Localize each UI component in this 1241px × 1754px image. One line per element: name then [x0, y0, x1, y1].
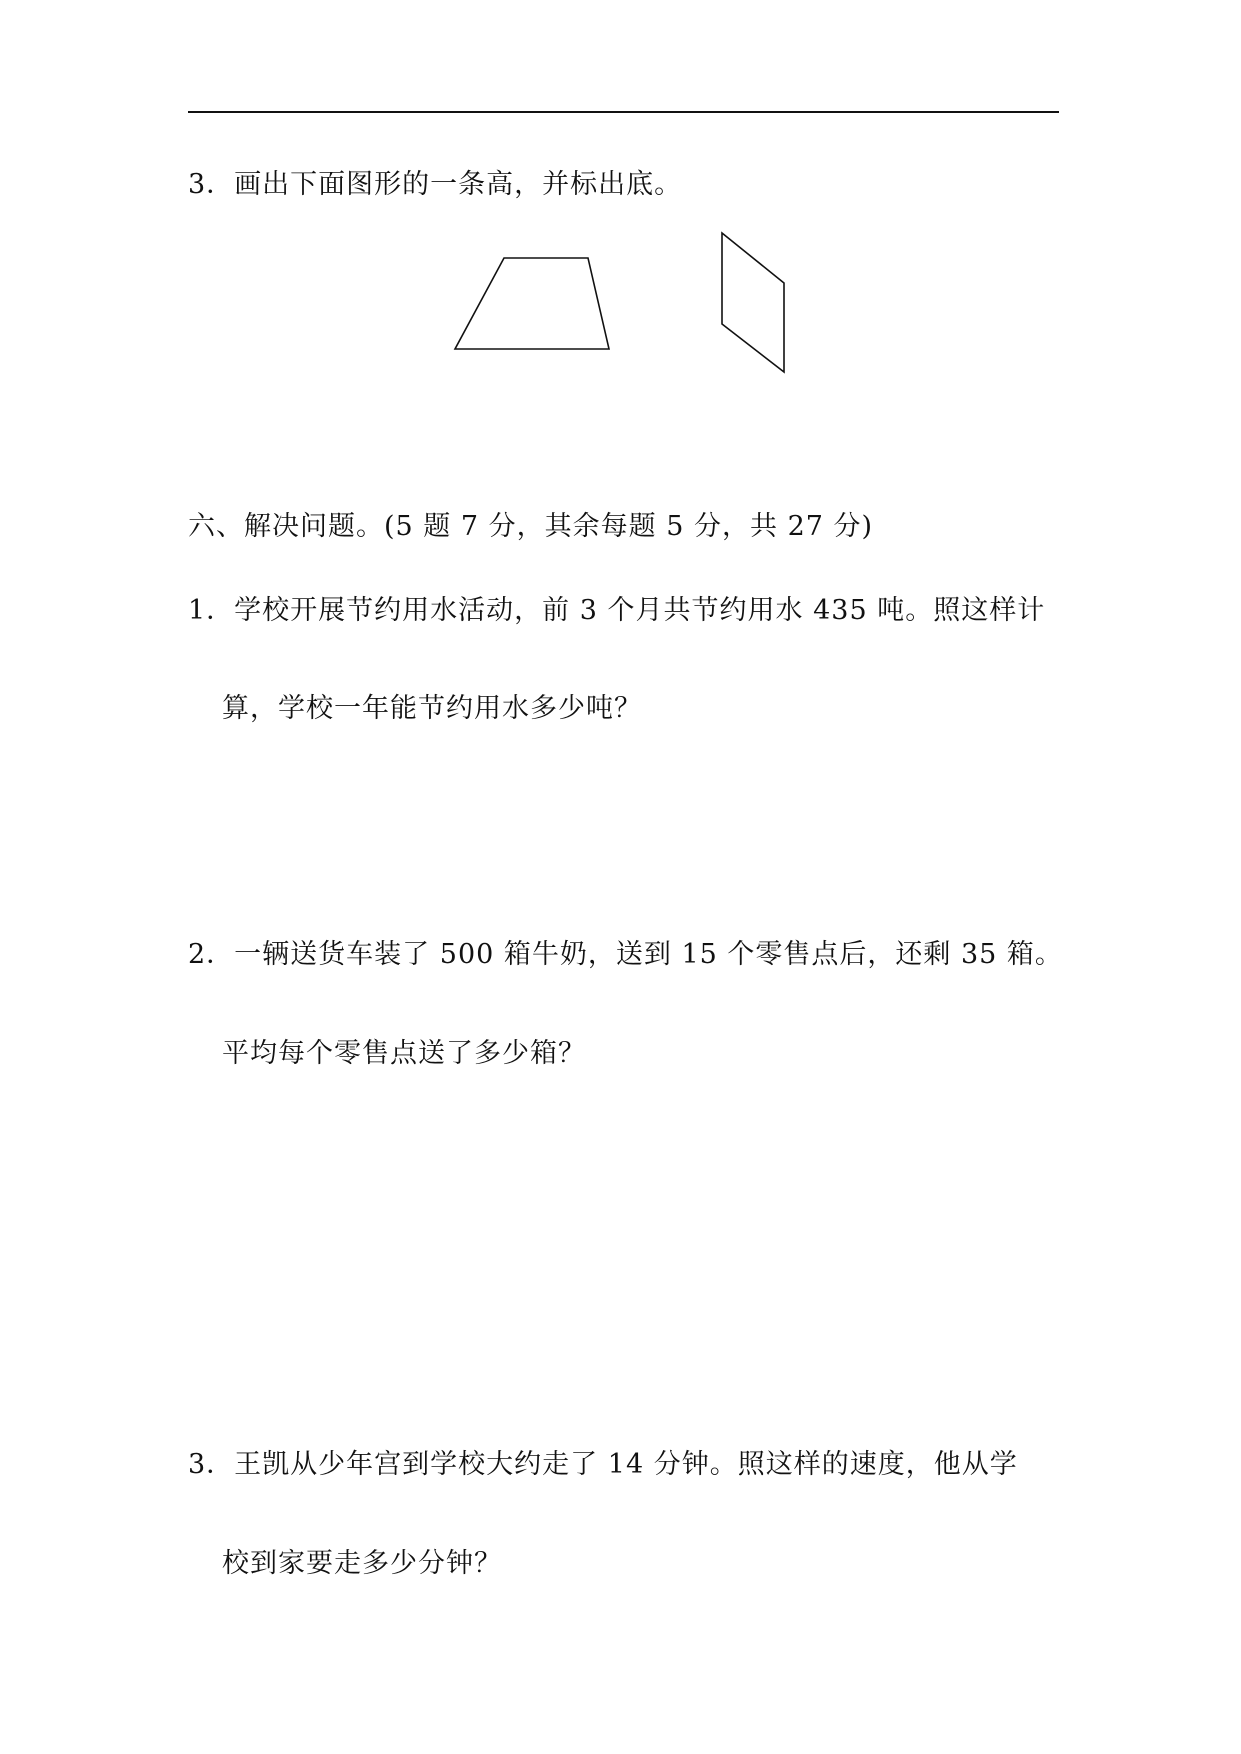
parallelogram-figure	[722, 233, 784, 372]
problem-1-line-2: 算，学校一年能节约用水多少吨？	[222, 693, 642, 724]
problem-3-line-2: 校到家要走多少分钟？	[222, 1548, 502, 1579]
trapezoid-figure	[455, 258, 609, 349]
section-6-heading: 六、解决问题。(5 题 7 分，其余每题 5 分，共 27 分)	[188, 511, 874, 542]
problem-1-line-1: 1．学校开展节约用水活动，前 3 个月共节约用水 435 吨。照这样计	[188, 595, 1046, 626]
problem-3-line-1: 3．王凯从少年宫到学校大约走了 14 分钟。照这样的速度，他从学	[188, 1449, 1018, 1480]
problem-2-line-1: 2．一辆送货车装了 500 箱牛奶，送到 15 个零售点后，还剩 35 箱。	[188, 939, 1063, 970]
question-3-draw-height: 3．画出下面图形的一条高，并标出底。	[188, 169, 683, 200]
header-rule	[188, 111, 1059, 113]
problem-2-line-2: 平均每个零售点送了多少箱？	[222, 1038, 586, 1069]
